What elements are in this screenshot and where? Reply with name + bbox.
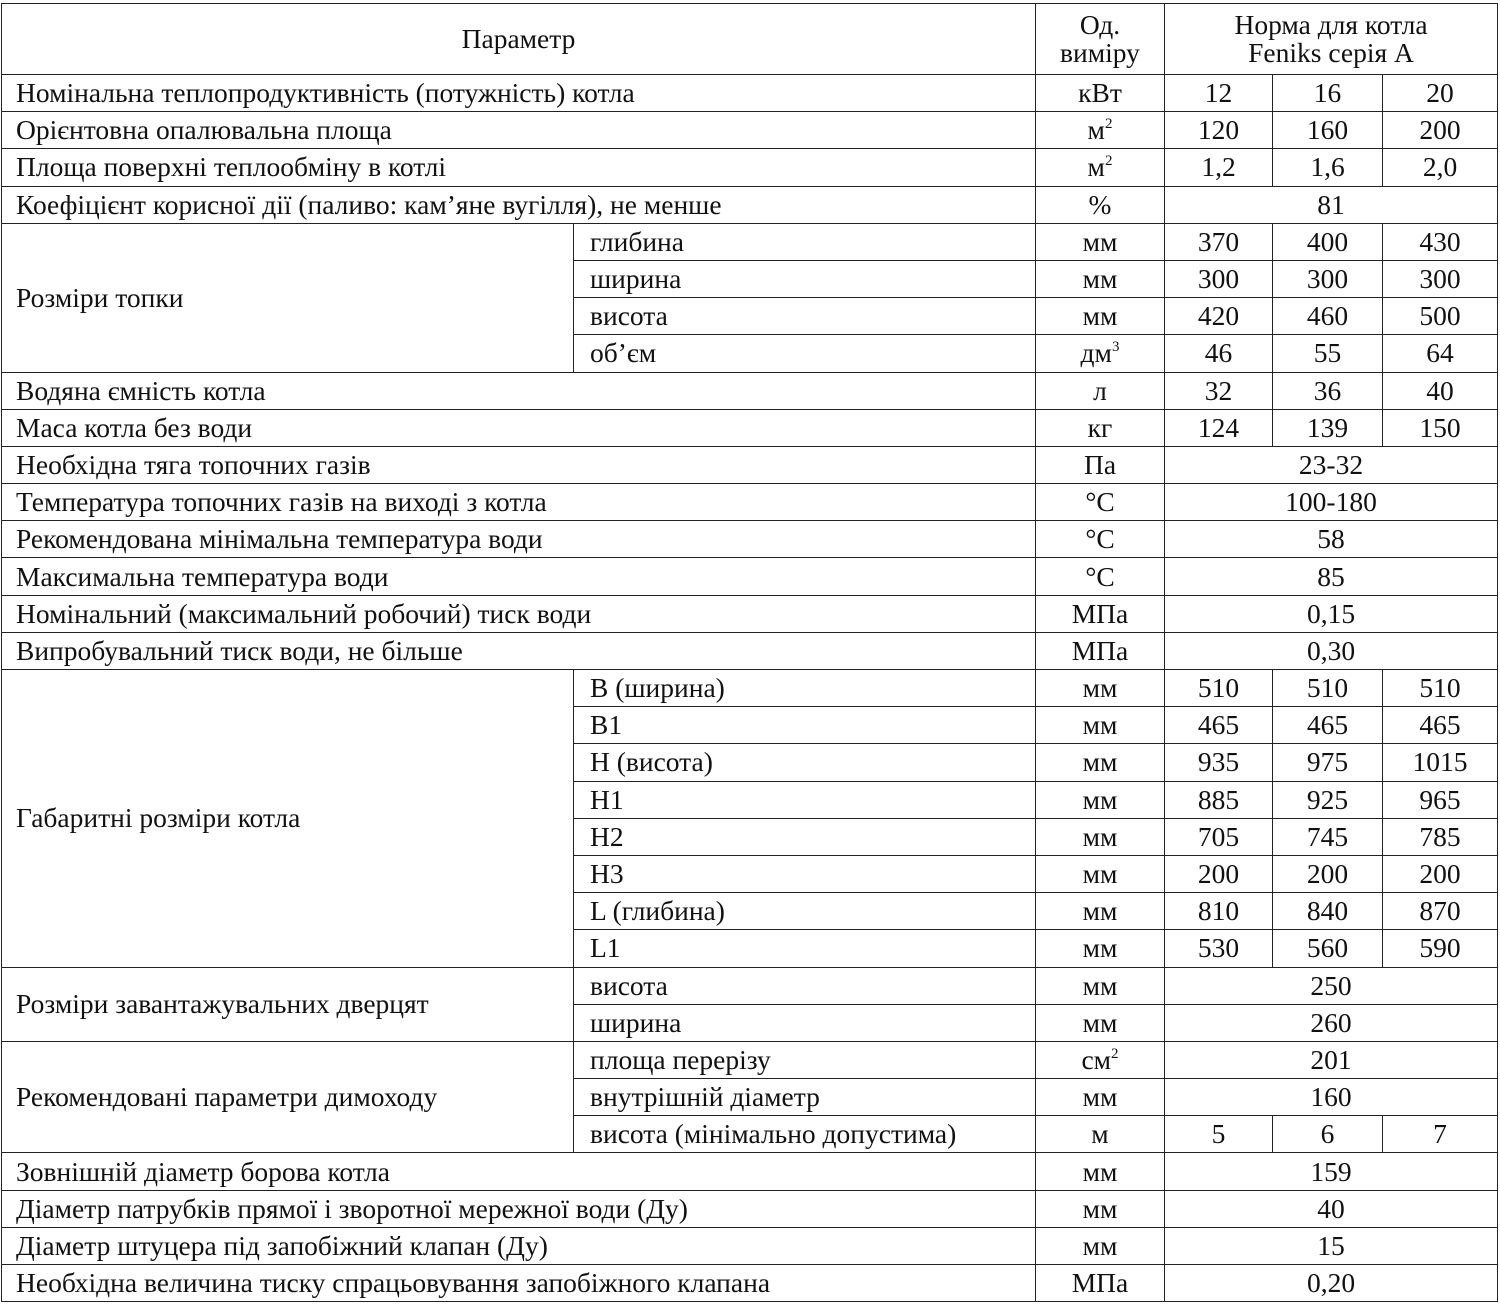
value-merged: 250 [1165, 967, 1498, 1004]
unit-text: МПа [1071, 1267, 1129, 1299]
value-merged: 160 [1165, 1079, 1498, 1116]
unit-exponent: 2 [1104, 116, 1113, 133]
unit-text: мм [1082, 1081, 1118, 1113]
unit-exponent: 2 [1111, 1045, 1119, 1062]
sub-label: Н3 [574, 855, 1036, 892]
unit-text: °С [1085, 560, 1115, 592]
param-header [2, 4, 1036, 75]
value-cell: 510 [1273, 670, 1383, 707]
unit-text: м [1091, 1118, 1109, 1150]
sub-label: В (ширина) [574, 670, 1036, 707]
sub-label: висота (мінімально допустима) [574, 1116, 1036, 1153]
value-cell: 20 [1383, 75, 1498, 112]
sub-label: Н1 [574, 781, 1036, 818]
value-cell: 1,6 [1273, 149, 1383, 186]
unit-cell [1036, 1004, 1165, 1041]
row-label: Необхідна тяга топочних газів [2, 446, 1036, 483]
unit-text: мм [1082, 1229, 1118, 1261]
value-cell: 200 [1383, 112, 1498, 149]
value-merged: 0,30 [1165, 632, 1498, 669]
value-merged: 81 [1165, 186, 1498, 223]
row-label: Діаметр штуцера під запобіжний клапан (Ду) [2, 1227, 1036, 1264]
unit-text: мм [1082, 783, 1118, 815]
unit-text: дм [1080, 337, 1112, 369]
unit-cell [1036, 1041, 1165, 1078]
value-merged: 260 [1165, 1004, 1498, 1041]
table-row [2, 558, 1498, 595]
value-cell: 870 [1383, 893, 1498, 930]
value-cell: 6 [1273, 1116, 1383, 1153]
table-row [2, 1227, 1498, 1264]
row-label: Зовнішній діаметр борова котла [2, 1153, 1036, 1190]
table-row [2, 112, 1498, 149]
value-cell: 885 [1165, 781, 1273, 818]
unit-cell [1036, 1153, 1165, 1190]
norm-header-line2: Feniks серія А [1248, 37, 1414, 68]
unit-cell [1036, 558, 1165, 595]
value-merged: 40 [1165, 1190, 1498, 1227]
sub-label: площа перерізу [574, 1041, 1036, 1078]
table-row [2, 1265, 1498, 1302]
value-merged: 58 [1165, 521, 1498, 558]
sub-label: ширина [574, 1004, 1036, 1041]
value-cell: 465 [1273, 707, 1383, 744]
table-row [2, 446, 1498, 483]
value-cell: 16 [1273, 75, 1383, 112]
table-row [2, 372, 1498, 409]
value-cell: 124 [1165, 409, 1273, 446]
unit-text: °С [1085, 523, 1115, 555]
unit-exponent: 3 [1111, 339, 1120, 356]
value-cell: 55 [1273, 335, 1383, 372]
unit-cell [1036, 1227, 1165, 1264]
value-cell: 7 [1383, 1116, 1498, 1153]
value-cell: 420 [1165, 298, 1273, 335]
value-cell: 705 [1165, 818, 1273, 855]
value-cell: 465 [1165, 707, 1273, 744]
unit-text: мм [1082, 672, 1118, 704]
value-cell: 1,2 [1165, 149, 1273, 186]
value-cell: 1015 [1383, 744, 1498, 781]
row-label: Рекомендована мінімальна температура води [2, 521, 1036, 558]
unit-cell [1036, 967, 1165, 1004]
row-label: Площа поверхні теплообміну в котлі [2, 149, 1036, 186]
unit-header [1036, 4, 1165, 75]
value-cell: 810 [1165, 893, 1273, 930]
value-cell: 500 [1383, 298, 1498, 335]
table-row [2, 223, 1498, 260]
unit-cell [1036, 335, 1165, 372]
unit-text: м [1087, 114, 1105, 146]
unit-text: % [1088, 188, 1112, 220]
unit-cell [1036, 149, 1165, 186]
unit-cell [1036, 372, 1165, 409]
table-row [2, 409, 1498, 446]
value-cell: 745 [1273, 818, 1383, 855]
value-cell: 925 [1273, 781, 1383, 818]
value-cell: 200 [1273, 855, 1383, 892]
table-row [2, 1041, 1498, 1078]
unit-text: мм [1082, 300, 1118, 332]
value-merged: 0,20 [1165, 1265, 1498, 1302]
value-cell: 46 [1165, 335, 1273, 372]
value-cell: 560 [1273, 930, 1383, 967]
unit-header-line1: Од. [1079, 9, 1121, 40]
sub-label: внутрішній діаметр [574, 1079, 1036, 1116]
sub-label: Н2 [574, 818, 1036, 855]
sub-label: висота [574, 298, 1036, 335]
row-label: Номінальний (максимальний робочий) тиск води [2, 595, 1036, 632]
sub-label: глибина [574, 223, 1036, 260]
unit-cell [1036, 260, 1165, 297]
unit-text: мм [1082, 1155, 1118, 1187]
value-cell: 465 [1383, 707, 1498, 744]
value-cell: 200 [1165, 855, 1273, 892]
value-cell: 139 [1273, 409, 1383, 446]
spec-table-body [2, 4, 1498, 1302]
row-label: Максимальна температура води [2, 558, 1036, 595]
value-merged: 100-180 [1165, 484, 1498, 521]
param-header-text: Параметр [461, 23, 576, 54]
unit-cell [1036, 223, 1165, 260]
value-cell: 2,0 [1383, 149, 1498, 186]
table-row [2, 632, 1498, 669]
row-label: Водяна ємність котла [2, 372, 1036, 409]
unit-cell [1036, 75, 1165, 112]
value-cell: 460 [1273, 298, 1383, 335]
table-row [2, 670, 1498, 707]
table-row [2, 1190, 1498, 1227]
unit-text: мм [1082, 932, 1118, 964]
value-merged: 159 [1165, 1153, 1498, 1190]
table-row [2, 521, 1498, 558]
value-cell: 300 [1165, 260, 1273, 297]
sub-label: В1 [574, 707, 1036, 744]
value-cell: 510 [1383, 670, 1498, 707]
unit-cell [1036, 1116, 1165, 1153]
value-cell: 430 [1383, 223, 1498, 260]
table-row [2, 75, 1498, 112]
value-cell: 785 [1383, 818, 1498, 855]
row-label: Температура топочних газів на виході з котла [2, 484, 1036, 521]
unit-text: МПа [1071, 597, 1129, 629]
unit-cell [1036, 1190, 1165, 1227]
row-label: Діаметр патрубків прямої і зворотної мережної води (Ду) [2, 1190, 1036, 1227]
unit-cell [1036, 632, 1165, 669]
value-cell: 150 [1383, 409, 1498, 446]
unit-cell [1036, 818, 1165, 855]
unit-text: мм [1082, 746, 1118, 778]
sub-label: L (глибина) [574, 893, 1036, 930]
value-merged: 85 [1165, 558, 1498, 595]
value-cell: 370 [1165, 223, 1273, 260]
value-merged: 15 [1165, 1227, 1498, 1264]
unit-text: мм [1082, 820, 1118, 852]
table-row [2, 967, 1498, 1004]
value-cell: 5 [1165, 1116, 1273, 1153]
unit-cell [1036, 930, 1165, 967]
value-cell: 40 [1383, 372, 1498, 409]
group-label: Розміри топки [2, 223, 574, 372]
unit-text: кг [1087, 411, 1113, 443]
unit-text: см [1081, 1043, 1112, 1075]
group-label: Рекомендовані параметри димоходу [2, 1041, 574, 1153]
group-label: Розміри завантажувальних дверцят [2, 967, 574, 1041]
value-cell: 935 [1165, 744, 1273, 781]
unit-cell [1036, 744, 1165, 781]
unit-cell [1036, 707, 1165, 744]
value-cell: 590 [1383, 930, 1498, 967]
value-cell: 32 [1165, 372, 1273, 409]
unit-cell [1036, 855, 1165, 892]
unit-text: МПа [1071, 634, 1129, 666]
norm-header-line1: Норма для котла [1234, 9, 1428, 40]
value-merged: 0,15 [1165, 595, 1498, 632]
sub-label: об’єм [574, 335, 1036, 372]
value-cell: 400 [1273, 223, 1383, 260]
unit-cell [1036, 893, 1165, 930]
value-cell: 510 [1165, 670, 1273, 707]
table-row [2, 595, 1498, 632]
norm-header [1165, 4, 1498, 75]
table-row [2, 1153, 1498, 1190]
unit-cell [1036, 1265, 1165, 1302]
unit-text: мм [1082, 263, 1118, 295]
unit-cell [1036, 595, 1165, 632]
sub-label: висота [574, 967, 1036, 1004]
value-cell: 300 [1383, 260, 1498, 297]
sub-label: L1 [574, 930, 1036, 967]
unit-cell [1036, 186, 1165, 223]
table-row [2, 484, 1498, 521]
unit-text: Па [1083, 448, 1117, 480]
row-label: Необхідна величина тиску спрацьовування запобіжного клапана [2, 1265, 1036, 1302]
row-label: Коефіцієнт корисної дії (паливо: кам’яне вугілля), не менше [2, 186, 1036, 223]
sub-label: Н (висота) [574, 744, 1036, 781]
unit-cell [1036, 112, 1165, 149]
unit-text: л [1093, 374, 1107, 406]
table-row [2, 149, 1498, 186]
unit-text: мм [1082, 1006, 1118, 1038]
unit-text: мм [1082, 895, 1118, 927]
value-cell: 840 [1273, 893, 1383, 930]
unit-cell [1036, 409, 1165, 446]
value-cell: 12 [1165, 75, 1273, 112]
row-label: Орієнтовна опалювальна площа [2, 112, 1036, 149]
unit-header-line2: виміру [1060, 37, 1140, 68]
header-row [2, 4, 1498, 75]
unit-cell [1036, 670, 1165, 707]
unit-cell [1036, 781, 1165, 818]
unit-cell [1036, 298, 1165, 335]
value-cell: 200 [1383, 855, 1498, 892]
group-label: Габаритні розміри котла [2, 670, 574, 968]
value-cell: 160 [1273, 112, 1383, 149]
unit-text: °С [1085, 486, 1115, 518]
row-label: Номінальна теплопродуктивність (потужність) котла [2, 75, 1036, 112]
unit-cell [1036, 484, 1165, 521]
row-label: Випробувальний тиск води, не більше [2, 632, 1036, 669]
row-label: Маса котла без води [2, 409, 1036, 446]
value-cell: 64 [1383, 335, 1498, 372]
value-cell: 120 [1165, 112, 1273, 149]
unit-text: м [1087, 151, 1105, 183]
unit-text: мм [1082, 1192, 1118, 1224]
value-cell: 300 [1273, 260, 1383, 297]
unit-cell [1036, 446, 1165, 483]
spec-table [1, 3, 1498, 1302]
unit-text: мм [1082, 858, 1118, 890]
table-row [2, 186, 1498, 223]
value-merged: 23-32 [1165, 446, 1498, 483]
value-cell: 975 [1273, 744, 1383, 781]
value-cell: 965 [1383, 781, 1498, 818]
unit-exponent: 2 [1104, 153, 1113, 170]
unit-cell [1036, 1079, 1165, 1116]
value-cell: 530 [1165, 930, 1273, 967]
unit-text: мм [1082, 709, 1118, 741]
unit-cell [1036, 521, 1165, 558]
unit-text: мм [1082, 969, 1118, 1001]
sub-label: ширина [574, 260, 1036, 297]
value-merged: 201 [1165, 1041, 1498, 1078]
unit-text: мм [1082, 225, 1118, 257]
unit-text: кВт [1078, 77, 1122, 109]
value-cell: 36 [1273, 372, 1383, 409]
